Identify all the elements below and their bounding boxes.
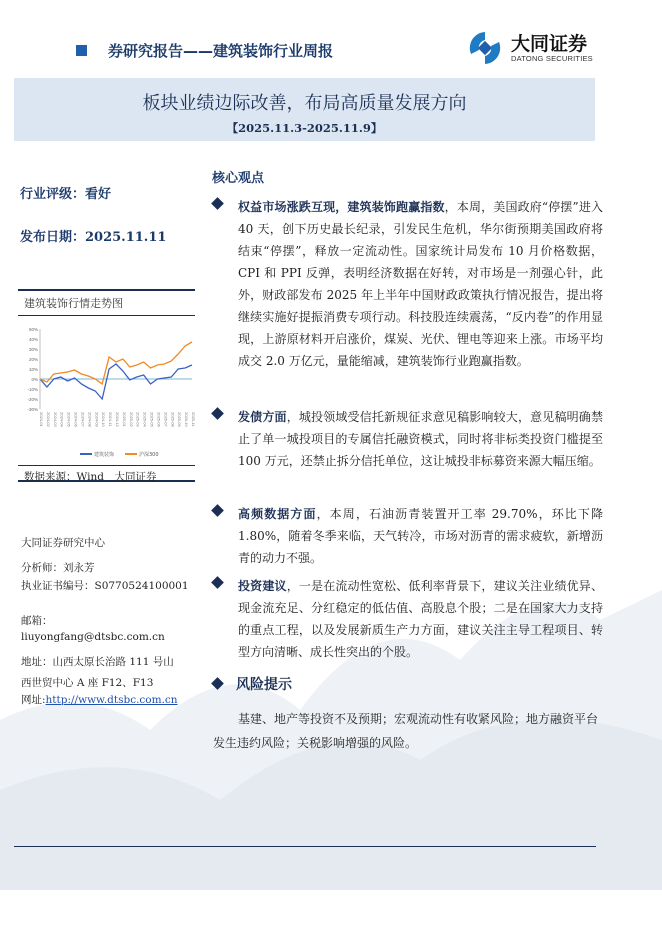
address-line-2: 西世贸中心 A 座 F12、F13: [21, 677, 154, 689]
chart-panel: [18, 289, 195, 482]
chart-title: 建筑装饰行情走势图: [24, 297, 123, 310]
y-tick-label: 50%: [28, 327, 38, 332]
bullet-heading: 投资建议: [238, 579, 287, 593]
x-tick-label: 2025-04: [142, 412, 148, 427]
bullet-investment: [213, 575, 603, 663]
legend-label: 建筑装饰: [94, 452, 115, 458]
x-tick-label: 2025-11: [191, 412, 196, 427]
website-link[interactable]: http://www.dtsbc.com.cn: [45, 694, 178, 706]
x-tick-label: 2024-03: [52, 412, 58, 427]
x-tick-label: 2025-09: [177, 412, 183, 427]
bullet-heading: 发债方面: [238, 410, 287, 424]
diamond-bullet-icon: [211, 504, 224, 517]
x-tick-label: 2025-01: [121, 412, 127, 427]
header-square-icon: [76, 45, 87, 56]
license-number: 执业证书编号：S0770524100001: [21, 580, 189, 592]
divider: [18, 315, 195, 316]
x-tick-label: 2025-06: [156, 412, 162, 427]
chart-source: 数据来源：Wind 大同证券: [24, 471, 157, 483]
x-tick-label: 2025-10: [184, 412, 190, 427]
bullet-bonds: [213, 406, 603, 472]
x-tick-label: 2025-08: [170, 412, 176, 427]
x-tick-label: 2025-05: [149, 412, 155, 427]
x-tick-label: 2024-04: [59, 412, 65, 427]
diamond-bullet-icon: [211, 197, 224, 210]
diamond-bullet-icon: [211, 576, 224, 589]
legend-label: 沪深300: [139, 452, 159, 458]
x-tick-label: 2024-10: [101, 412, 107, 427]
x-tick-label: 2024-07: [80, 412, 86, 427]
x-tick-label: 2024-01: [39, 412, 44, 427]
y-tick-label: 10%: [28, 367, 38, 372]
report-type-title: 券研究报告——建筑装饰行业周报: [108, 42, 334, 60]
y-tick-label: -30%: [27, 407, 38, 412]
x-tick-label: 2024-08: [87, 412, 93, 427]
x-tick-label: 2024-05: [66, 412, 72, 427]
logo-mark-icon: [465, 28, 505, 68]
logo-name: 大同证券: [511, 32, 588, 55]
bullet-heading: 权益市场涨跌互现，建筑装饰跑赢指数: [238, 200, 445, 214]
x-tick-label: 2024-11: [108, 412, 114, 427]
y-tick-label: -10%: [27, 387, 38, 392]
risk-text: 基建、地产等投资不及预期；宏观流动性有收紧风险；地方融资平台发生违约风险；关税影响增强的风险。: [213, 712, 599, 750]
y-tick-label: -20%: [27, 397, 38, 402]
report-date-range: 【2025.11.3-2025.11.9】: [226, 121, 383, 135]
y-tick-label: 40%: [28, 337, 38, 342]
bullet-high-frequency: [213, 503, 603, 569]
website-label: 网址:: [21, 694, 46, 706]
x-tick-label: 2025-03: [135, 412, 141, 427]
series-line-0: [40, 364, 192, 399]
diamond-bullet-icon: [211, 677, 224, 690]
divider: [18, 465, 195, 466]
x-tick-label: 2025-07: [163, 412, 169, 427]
risk-heading: 风险提示: [213, 674, 292, 694]
research-center: 大同证券研究中心: [21, 537, 105, 549]
address-line-1: 地址：山西太原长治路 111 号山: [21, 656, 174, 668]
x-tick-label: 2024-02: [45, 412, 51, 427]
bullet-text: ，本周，石油沥青装置开工率 29.70%，环比下降 1.80%，随着冬季来临，天气转冷，市场对沥青的需求疲软，新增沥青的动力不强。: [238, 507, 603, 565]
bullet-market: [213, 196, 603, 372]
footer-divider: [14, 846, 596, 847]
trend-chart: [20, 321, 195, 463]
email[interactable]: liuyongfang@dtsbc.com.cn: [21, 631, 165, 643]
diamond-bullet-icon: [211, 407, 224, 420]
bullet-text: ，一是在流动性宽松、低利率背景下，建议关注业绩优异、现金流充足、分红稳定的低估值、高股息个股；二是在国家大力支持的重点工程，以及发展新质生产力方面，建议关注主导工程项目、转型方向清晰、成长性突出的个股。: [238, 579, 603, 659]
industry-rating: 行业评级：看好: [20, 187, 112, 202]
bullet-text: ，城投领域受信托新规征求意见稿影响较大，意见稿明确禁止了单一城投项目的专属信托融资模式，同时将非标类投资门槛提至 100 万元，还禁止拆分信托单位，这让城投非标募资来源大幅压缩。: [238, 410, 603, 468]
email-label: 邮箱：: [21, 615, 53, 627]
x-tick-label: 2024-12: [115, 412, 120, 427]
core-views-heading: 核心观点: [212, 171, 265, 186]
company-logo: [465, 28, 610, 68]
logo-english: DATONG SECURITIES: [511, 53, 593, 63]
y-tick-label: 30%: [28, 347, 38, 352]
bullet-text: ，本周，美国政府“停摆”进入 40 天，创下历史最长纪录，引发民生危机，华尔街预期美国政府将结束“停摆”，释放一定流动性。国家统计局发布 10 月价格数据，CPI 和 PPI 反弹，表明经济数据在好转，对市场是一剂强心针，此外，财政部发布 2025 年上半年中国财政政策执行情况报告，提出将继续实施好提振消费专项行动。科技股连续震荡，“反内卷”的作用显现，上游原材料开启涨价，煤炭、光伏、锂电等迎来上涨。市场平均成交 2.0 万亿元，量能缩减，建筑装饰行业跑赢指数。: [238, 200, 603, 368]
bullet-heading: 高频数据方面: [238, 507, 317, 521]
report-title: 板块业绩边际改善，布局高质量发展方向: [142, 93, 467, 114]
y-tick-label: 0%: [31, 377, 38, 382]
analyst: 分析师：刘永芳: [21, 562, 95, 574]
y-tick-label: 20%: [28, 357, 38, 362]
x-tick-label: 2024-06: [73, 412, 79, 427]
x-tick-label: 2025-02: [128, 412, 134, 427]
x-tick-label: 2024-09: [94, 412, 100, 427]
publish-date: 发布日期：2025.11.11: [20, 230, 167, 245]
title-banner: [14, 78, 595, 141]
